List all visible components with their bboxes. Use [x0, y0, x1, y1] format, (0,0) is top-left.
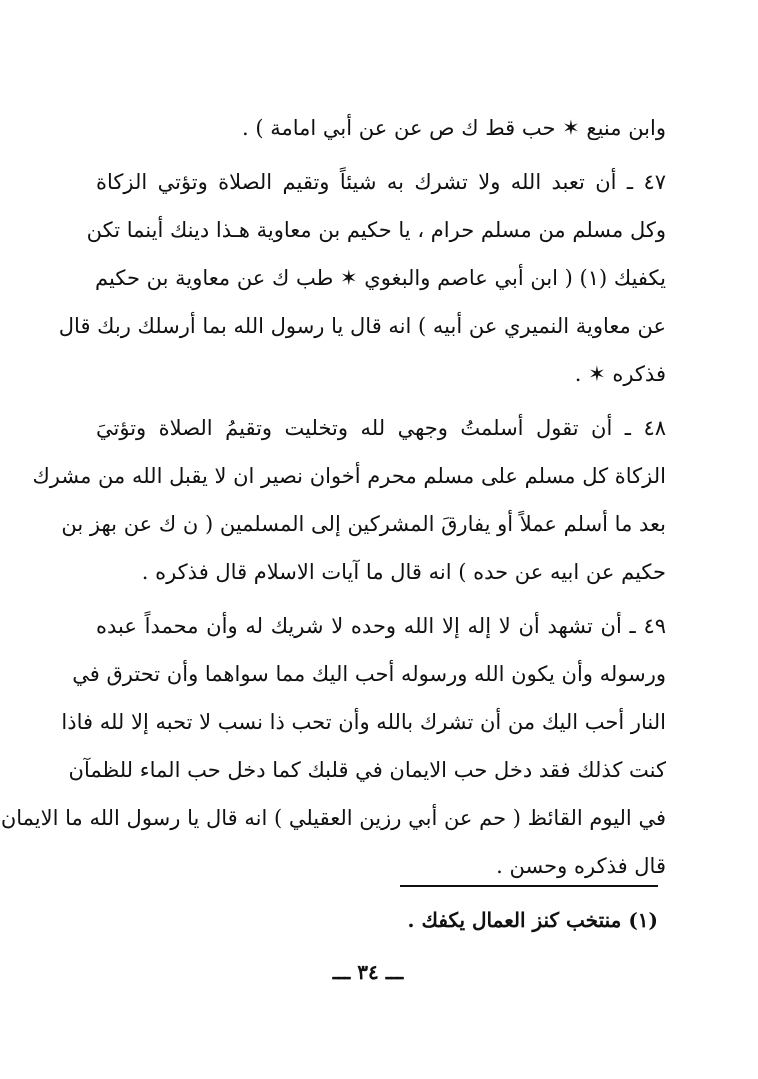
main-text — [0, 104, 666, 890]
text-line: وابن منيع ✶ حب قط ك ص عن عن أبي امامة ) . — [242, 116, 666, 140]
text-line: الزكاة كل مسلم على مسلم محرم أخوان نصير ان لا يقبل الله من مشرك — [32, 464, 666, 488]
footnote: (١) منتخب كنز العمال يكفك . — [407, 908, 658, 932]
text-line: وكل مسلم من مسلم حرام ، يا حكيم بن معاوية هـذا دينك أينما تكن — [86, 218, 666, 242]
footnote-divider — [400, 885, 658, 887]
text-line: ورسوله وأن يكون الله ورسوله أحب اليك مما سواهما وأن تحترق في — [72, 662, 666, 686]
text-line: يكفيك (١) ( ابن أبي عاصم والبغوي ✶ طب ك عن معاوية بن حكيم — [95, 266, 666, 290]
text-line: النار أحب اليك من أن تشرك بالله وأن تحب ذا نسب لا تحبه إلا لله فاذا — [61, 710, 666, 734]
text-line: ٤٧ ـ أن تعبد الله ولا تشرك به شيئاً وتقيم الصلاة وتؤتي الزكاة — [96, 170, 666, 194]
text-line: حكيم عن ابيه عن حده ) انه قال ما آيات الاسلام قال فذكره . — [141, 560, 666, 584]
text-line: فذكره ✶ . — [574, 362, 666, 386]
text-line: عن معاوية النميري عن أبيه ) انه قال يا رسول الله بما أرسلك ربك قال — [58, 314, 666, 338]
text-line: ٤٨ ـ أن تقول أسلمتُ وجهي لله وتخليت وتقيمُ الصلاة وتؤتيَ — [96, 416, 666, 440]
text-line: ٤٩ ـ أن تشهد أن لا إله إلا الله وحده لا شريك له وأن محمداً عبده — [96, 614, 666, 638]
page-number: ـــ ٣٤ ـــ — [332, 960, 404, 984]
text-line: في اليوم القائظ ( حم عن أبي رزين العقيلي ) انه قال يا رسول الله ما الايمان — [0, 806, 666, 830]
text-line: كنت كذلك فقد دخل حب الايمان في قلبك كما دخل حب الماء للظمآن — [68, 758, 666, 782]
text-line: قال فذكره وحسن . — [496, 854, 666, 878]
text-line: بعد ما أسلم عملاً أو يفارقَ المشركين إلى المسلمين ( ن ك عن بهز بن — [61, 512, 666, 536]
